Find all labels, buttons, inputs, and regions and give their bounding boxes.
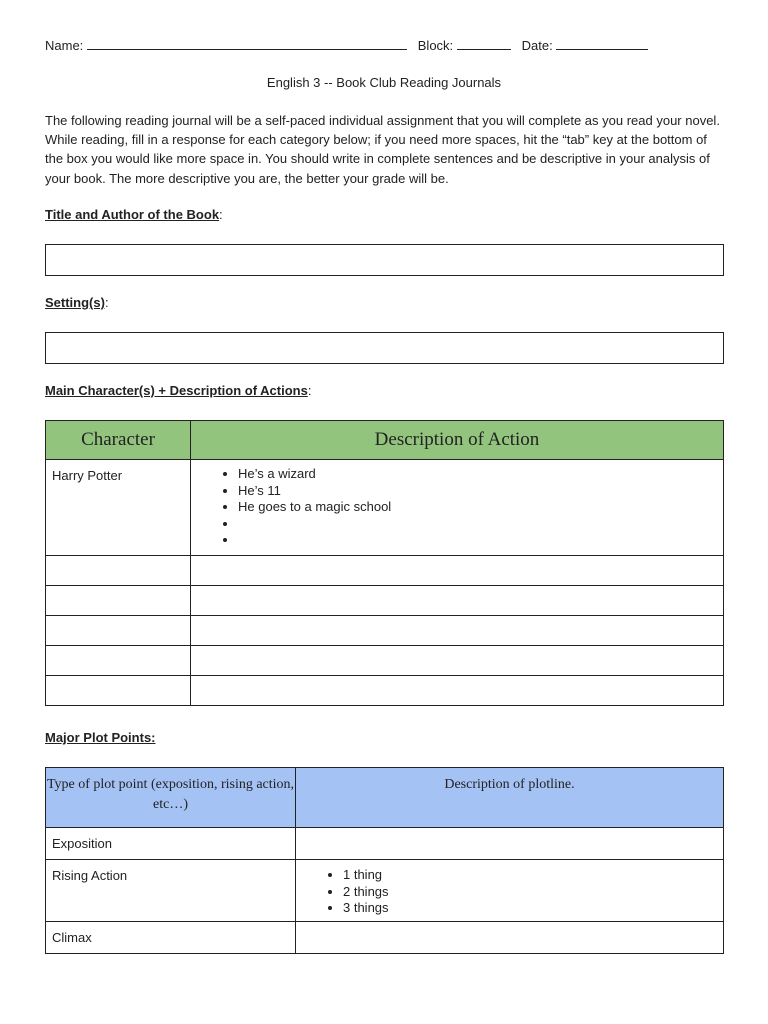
list-item: • He goes to a magic school bbox=[238, 499, 723, 516]
plotline-cell[interactable] bbox=[296, 860, 724, 922]
description-cell[interactable] bbox=[191, 460, 724, 556]
title-author-input-box[interactable] bbox=[45, 244, 724, 276]
document-title: English 3 -- Book Club Reading Journals bbox=[266, 75, 502, 90]
list-item: • 2 things bbox=[343, 884, 723, 901]
plotline-header: Description of plotline. bbox=[296, 768, 724, 828]
block-label: Block: bbox=[417, 38, 454, 53]
plot-table bbox=[45, 767, 724, 954]
plotline-cell[interactable] bbox=[296, 922, 724, 954]
table-row bbox=[46, 922, 724, 954]
list-item: • 1 thing bbox=[343, 867, 723, 884]
settings-heading: Setting(s): bbox=[45, 295, 109, 310]
plotline-cell[interactable] bbox=[296, 828, 724, 860]
settings-input-box[interactable] bbox=[45, 332, 724, 364]
list-item: • 3 things bbox=[343, 900, 723, 917]
plot-heading: Major Plot Points: bbox=[45, 730, 156, 745]
description-cell[interactable] bbox=[191, 676, 724, 706]
list-item: • He’s a wizard bbox=[238, 466, 723, 483]
description-cell[interactable] bbox=[191, 586, 724, 616]
character-cell[interactable] bbox=[46, 616, 191, 646]
plot-type-cell[interactable]: Rising Action bbox=[46, 860, 296, 922]
table-row bbox=[46, 460, 724, 556]
character-header: Character bbox=[46, 421, 191, 460]
character-cell[interactable]: Harry Potter bbox=[46, 460, 191, 556]
intro-paragraph: The following reading journal will be a self-paced individual assignment that you will complete as you read your novel. While reading, fill in a response for each category below; if you need more spaces, hit the “tab” key at the bottom of the box you would like more space in. You should write in complete sentences and be descriptive in your analysis of your book. The more descriptive you are, the better your grade will be. bbox=[45, 113, 720, 186]
character-cell[interactable] bbox=[46, 556, 191, 586]
list-item: • He’s 11 bbox=[238, 483, 723, 500]
table-row bbox=[46, 828, 724, 860]
name-field[interactable] bbox=[87, 37, 407, 50]
character-cell[interactable] bbox=[46, 586, 191, 616]
block-field[interactable] bbox=[457, 37, 511, 50]
description-header: Description of Action bbox=[191, 421, 724, 460]
description-cell[interactable] bbox=[191, 556, 724, 586]
description-bullet-list bbox=[191, 466, 723, 549]
plot-type-header: Type of plot point (exposition, rising action, etc…) bbox=[46, 768, 296, 828]
description-cell[interactable] bbox=[191, 646, 724, 676]
table-row bbox=[46, 860, 724, 922]
title-author-heading: Title and Author of the Book: bbox=[45, 207, 223, 222]
table-row bbox=[46, 586, 724, 616]
plot-type-cell[interactable]: Exposition bbox=[46, 828, 296, 860]
plot-type-cell[interactable]: Climax bbox=[46, 922, 296, 954]
list-item bbox=[238, 532, 723, 549]
table-row bbox=[46, 616, 724, 646]
table-row bbox=[46, 556, 724, 586]
character-table bbox=[45, 420, 724, 706]
characters-heading: Main Character(s) + Description of Actions: bbox=[45, 383, 312, 398]
list-item bbox=[238, 516, 723, 533]
character-cell[interactable] bbox=[46, 646, 191, 676]
date-field[interactable] bbox=[556, 37, 648, 50]
name-label: Name: bbox=[45, 38, 84, 53]
description-cell[interactable] bbox=[191, 616, 724, 646]
table-row bbox=[46, 676, 724, 706]
table-row bbox=[46, 646, 724, 676]
date-label: Date: bbox=[521, 38, 553, 53]
plotline-bullet-list bbox=[296, 867, 723, 917]
character-cell[interactable] bbox=[46, 676, 191, 706]
header-line bbox=[45, 37, 648, 53]
